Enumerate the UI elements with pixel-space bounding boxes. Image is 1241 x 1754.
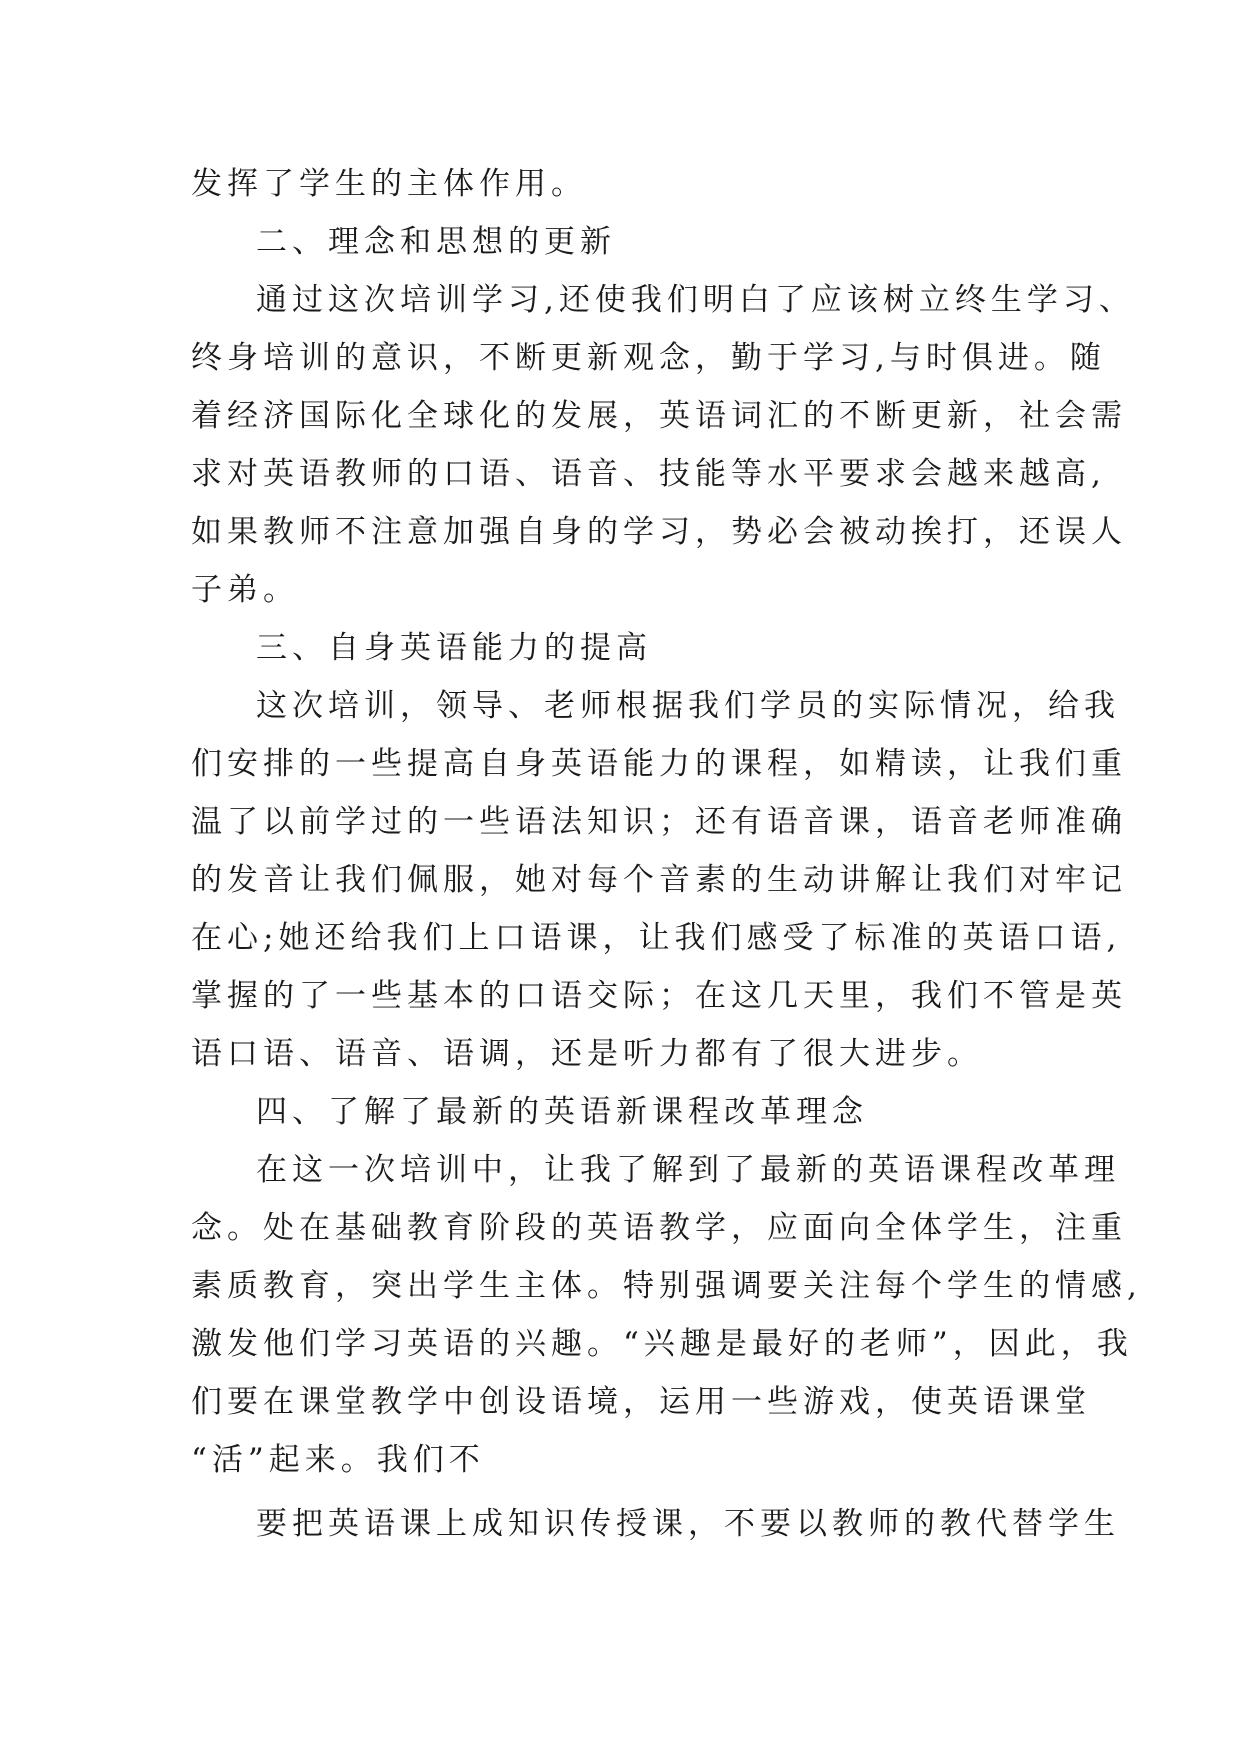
body-text-line: 终身培训的意识，不断更新观念，勤于学习,与时俱进。随 xyxy=(191,340,1106,376)
body-text-line: 掌握的了一些基本的口语交际；在这几天里，我们不管是英 xyxy=(191,978,1127,1014)
body-text-line: 要把英语课上成知识传授课，不要以教师的教代替学生 xyxy=(256,1506,1120,1542)
body-text-line: 念。处在基础教育阶段的英语教学，应面向全体学生，注重 xyxy=(191,1210,1127,1246)
body-text-line: 在这一次培训中，让我了解到了最新的英语课程改革理 xyxy=(256,1152,1120,1188)
body-text-line: 通过这次培训学习,还使我们明白了应该树立终生学习、 xyxy=(256,282,1135,318)
body-text-line: 语口语、语音、语调，还是听力都有了很大进步。 xyxy=(191,1036,983,1072)
section-heading: 三、自身英语能力的提高 xyxy=(256,630,652,666)
section-heading: 四、了解了最新的英语新课程改革理念 xyxy=(256,1094,868,1130)
body-text-line: 温了以前学过的一些语法知识；还有语音课，语音老师准确 xyxy=(191,804,1127,840)
body-text-line: 这次培训，领导、老师根据我们学员的实际情况，给我 xyxy=(256,688,1120,724)
body-text-line: 们要在课堂教学中创设语境，运用一些游戏，使英语课堂 xyxy=(191,1384,1091,1420)
body-text-line: 素质教育，突出学生主体。特别强调要关注每个学生的情感, xyxy=(191,1268,1142,1304)
body-text-line: “活”起来。我们不 xyxy=(191,1442,485,1478)
body-text-line: 激发他们学习英语的兴趣。“兴趣是最好的老师”，因此，我 xyxy=(191,1326,1133,1362)
body-text-line: 如果教师不注意加强自身的学习，势必会被动挨打，还误人 xyxy=(191,514,1127,550)
body-text-line: 发挥了学生的主体作用。 xyxy=(191,166,587,202)
body-text-line: 在心;她还给我们上口语课，让我们感受了标准的英语口语, xyxy=(191,920,1122,956)
body-text-line: 着经济国际化全球化的发展，英语词汇的不断更新，社会需 xyxy=(191,398,1127,434)
body-text-line: 们安排的一些提高自身英语能力的课程，如精读，让我们重 xyxy=(191,746,1127,782)
body-text-line: 求对英语教师的口语、语音、技能等水平要求会越来越高, xyxy=(191,456,1106,492)
body-text-line: 子弟。 xyxy=(191,572,299,608)
body-text-line: 的发音让我们佩服，她对每个音素的生动讲解让我们对牢记 xyxy=(191,862,1127,898)
section-heading: 二、理念和思想的更新 xyxy=(256,224,616,260)
